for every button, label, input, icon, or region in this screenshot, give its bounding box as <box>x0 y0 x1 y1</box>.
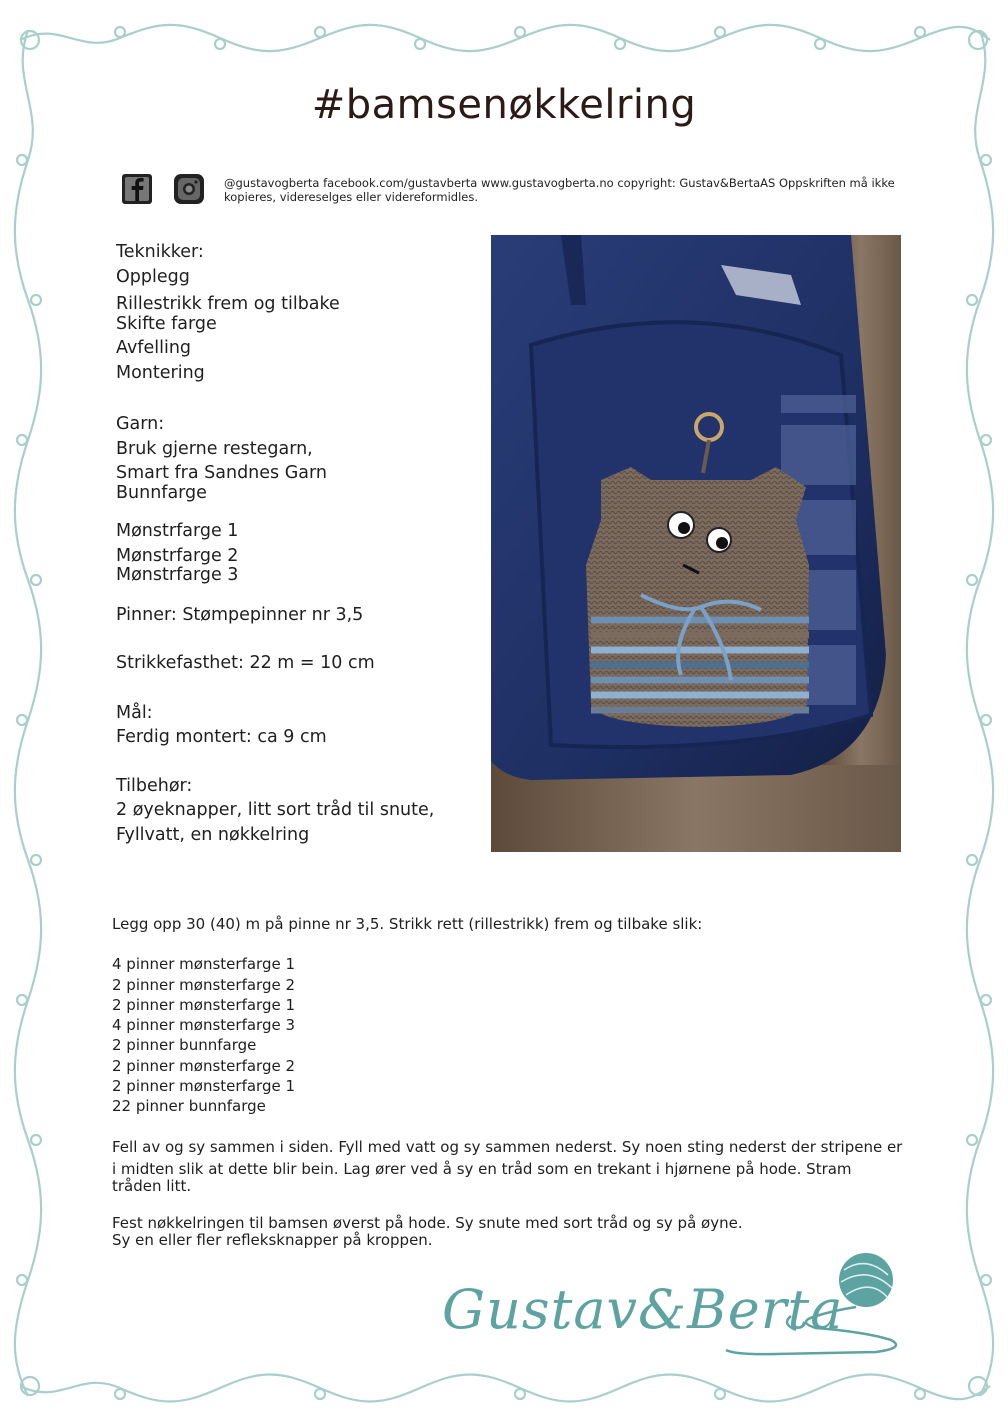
list-item: 2 pinner mønsterfarge 1 <box>112 995 296 1014</box>
assembly-paragraph <box>112 1137 902 1197</box>
paragraph-line: Fest nøkkelringen til bamsen øverst på hode. Sy snute med sort tråd og sy på øyne. <box>112 1213 743 1232</box>
social-icons <box>120 172 206 206</box>
copyright-notice <box>224 176 924 204</box>
list-item: Bruk gjerne restegarn, <box>116 438 313 459</box>
bear-keyring-photo <box>491 235 901 852</box>
section-heading: Tilbehør: <box>116 775 193 796</box>
brand-logo-text: Gustav&Berta <box>442 1278 844 1341</box>
pattern-colors <box>116 519 486 588</box>
facebook-icon[interactable] <box>120 172 154 206</box>
paragraph-line: Fell av og sy sammen i siden. Fyll med vatt og sy sammen nederst. Sy noen sting nederst der stripene er <box>112 1137 903 1156</box>
list-item: Mønstrfarge 3 <box>116 565 239 585</box>
paragraph-line: i midten slik at dette blir bein. Lag ører ved å sy en tråd som en trekant i hjørnene på hode. Stram <box>112 1159 852 1178</box>
list-item: Bunnfarge <box>116 482 207 503</box>
list-item: 2 pinner bunnfarge <box>112 1036 257 1055</box>
list-item: Rillestrikk frem og tilbake <box>116 294 340 314</box>
copyright-line: kopieres, videreselges eller videreformidles. <box>224 190 478 204</box>
page-title: #bamsenøkkelring <box>311 82 697 128</box>
list-item: Ferdig montert: ca 9 cm <box>116 727 327 747</box>
list-item: Fyllvatt, en nøkkelring <box>116 824 310 845</box>
size-section <box>116 701 486 750</box>
list-item: Opplegg <box>116 266 190 287</box>
list-item: Montering <box>116 362 205 383</box>
materials-list <box>116 240 486 847</box>
list-item: 22 pinner bunnfarge <box>112 1097 266 1116</box>
techniques-section <box>116 240 486 385</box>
paragraph-line: tråden litt. <box>112 1177 192 1196</box>
instructions <box>112 914 902 1250</box>
section-heading: Garn: <box>116 414 165 434</box>
list-item: 2 pinner mønsterfarge 1 <box>112 1077 296 1096</box>
section-heading: Teknikker: <box>116 242 204 262</box>
list-item: 4 pinner mønsterfarge 1 <box>112 955 296 974</box>
list-item: Strikkefasthet: 22 m = 10 cm <box>116 653 375 673</box>
list-item: 2 øyeknapper, litt sort tråd til snute, <box>116 800 435 820</box>
list-item: 4 pinner mønsterfarge 3 <box>112 1016 296 1035</box>
list-item: 2 pinner mønsterfarge 2 <box>112 1056 296 1075</box>
list-item: Mønstrfarge 2 <box>116 545 239 566</box>
row-list <box>112 954 902 1116</box>
yarn-section <box>116 412 486 505</box>
accessories-section <box>116 774 486 848</box>
finishing-paragraph <box>112 1213 902 1251</box>
list-item: Smart fra Sandnes Garn <box>116 463 327 483</box>
list-item: Skifte farge <box>116 313 217 334</box>
needles <box>116 603 486 628</box>
intro-text: Legg opp 30 (40) m på pinne nr 3,5. Strikk rett (rillestrikk) frem og tilbake slik: <box>112 915 703 933</box>
paragraph-line: Sy en eller fler refleksknapper på kroppen. <box>112 1230 433 1249</box>
copyright-line: @gustavogberta facebook.com/gustavberta www.gustavogberta.no copyright: Gustav&BertaAS Oppskriften må ikke <box>224 176 895 190</box>
list-item: 2 pinner mønsterfarge 2 <box>112 975 296 994</box>
list-item: Pinner: Stømpepinner nr 3,5 <box>116 604 364 625</box>
list-item: Avfelling <box>116 338 192 358</box>
product-photo <box>491 235 901 852</box>
gauge <box>116 651 486 676</box>
list-item: Mønstrfarge 1 <box>116 521 239 541</box>
section-heading: Mål: <box>116 702 153 723</box>
instagram-icon[interactable] <box>172 172 206 206</box>
